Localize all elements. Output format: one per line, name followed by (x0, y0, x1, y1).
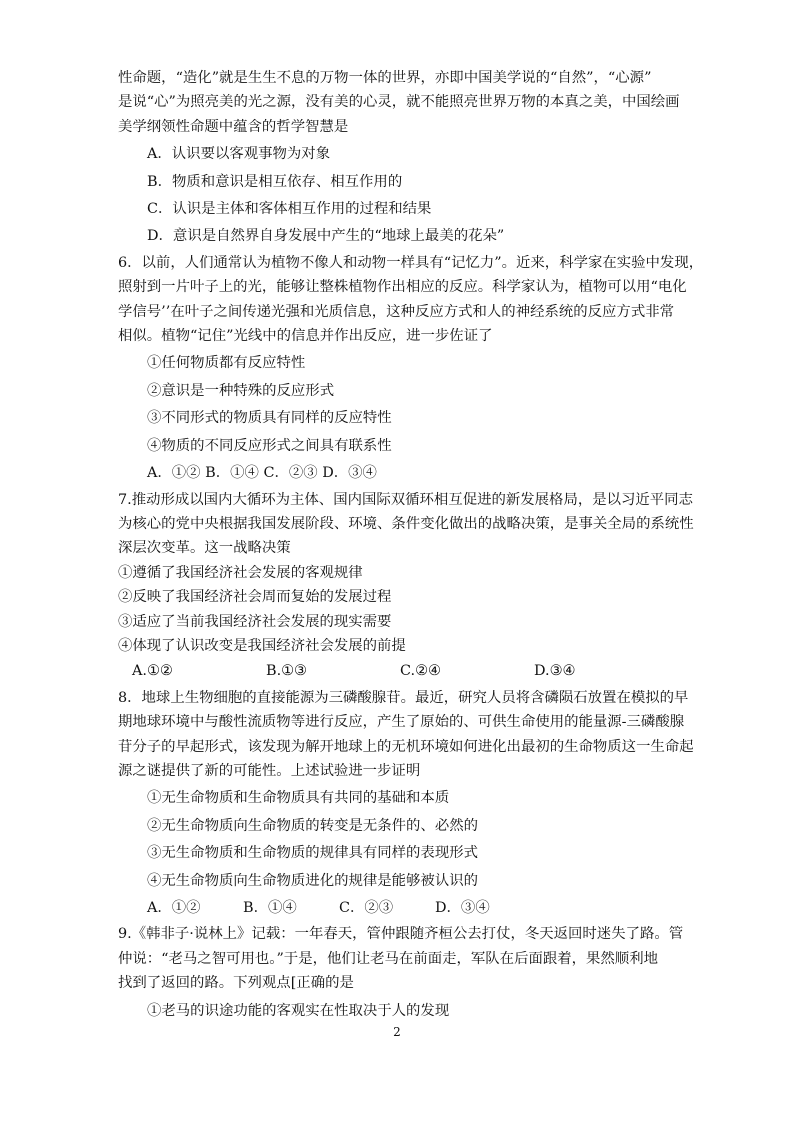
question-stem-line: 性命题，“造化”就是生生不息的万物一体的世界，亦即中国美学说的“自然”，“心源” (118, 70, 652, 86)
option-a: A．认识要以客观事物为对象 (147, 146, 331, 163)
statement-item: ④物质的不同反应形式之间具有联系性 (147, 437, 392, 454)
statement-item: ①无生命物质和生命物质具有共同的基础和本质 (147, 790, 450, 807)
question-stem-line: 6．以前，人们通常认为植物不像人和动物一样具有“记忆力”。近来，科学家在实验中发现， (118, 254, 704, 271)
question-stem-line: 照射到一片叶子上的光，能够让整株植物作出相应的反应。科学家认为，植物可以用“电化 (118, 279, 687, 296)
option-a: A．①② (147, 900, 201, 916)
statement-item: ①老马的识途功能的客观实在性取决于人的发现 (147, 1002, 450, 1019)
answer-options (118, 896, 680, 920)
question-stem-line: 仲说：“老马之智可用也。”于是，他们让老马在前面走，军队在后面跟着，果然顺利地 (118, 950, 658, 967)
statement-item: ①遵循了我国经济社会发展的客观规律 (118, 564, 363, 581)
page-number: 2 (393, 1025, 401, 1039)
question-9 (118, 922, 684, 1023)
statement-item: ②反映了我国经济社会周而复始的发展过程 (118, 589, 392, 606)
option-b: B．物质和意识是相互依存、相互作用的 (147, 173, 403, 190)
statement-item: ③适应了当前我国经济社会发展的现实需要 (118, 613, 392, 630)
question-stem-line: 期地球环境中与酸性流质物等进行反应，产生了原始的、可供生命使用的能量源-三磷酸腺 (118, 714, 685, 731)
option-d: D．意识是自然界自身发展中产生的“地球上最美的花朵” (147, 228, 505, 245)
question-stem-line: 学信号’’在叶子之间传递光强和光质信息，这种反应方式和人的神经系统的反应方式非常 (118, 303, 674, 320)
question-5-continued (118, 66, 680, 249)
question-stem-line: 为核心的党中央根据我国发展阶段、环境、条件变化做出的战略决策，是事关全局的系统性 (118, 515, 694, 532)
question-7 (118, 488, 694, 684)
statement-item: ③无生命物质和生命物质的规律具有同样的表现形式 (147, 845, 478, 862)
statement-item: ①任何物质都有反应特性 (147, 355, 306, 372)
statement-item: ③不同形式的物质具有同样的反应特性 (147, 410, 392, 427)
option-c: C.②④ (400, 663, 441, 680)
question-stem-line: 相似。植物“记住”光线中的信息并作出反应，进一步佐证了 (118, 328, 493, 345)
question-stem-line: 美学纲领性命题中蕴含的哲学智慧是 (118, 118, 349, 135)
option-d: D．③④ (435, 900, 490, 916)
option-b: B．①④ (243, 900, 297, 916)
option-c: C．②③ (339, 900, 394, 916)
statement-item: ②意识是一种特殊的反应形式 (147, 382, 335, 399)
question-8 (118, 686, 694, 921)
question-6 (118, 251, 704, 486)
statement-item: ②无生命物质向生命物质的转变是无条件的、必然的 (147, 817, 478, 834)
statement-item: ④体现了认识改变是我国经济社会发展的前提 (118, 637, 406, 654)
statement-item: ④无生命物质向生命物质进化的规律是能够被认识的 (147, 872, 478, 889)
option-d: D.③④ (534, 663, 576, 680)
question-stem-line: 深层次变革。这一战略决策 (118, 540, 291, 557)
option-a: A.①② (132, 663, 173, 680)
option-c: C．认识是主体和客体相互作用的过程和结果 (147, 201, 432, 218)
question-stem-line: 8．地球上生物细胞的直接能源为三磷酸腺苷。最近，研究人员将含磷陨石放置在模拟的早 (118, 689, 689, 706)
question-stem-line: 苷分子的早起形式，该发现为解开地球上的无机环境如何进化出最初的生命物质这一生命起 (118, 738, 694, 755)
question-stem-line: 找到了返回的路。下列观点[正确的是 (118, 975, 354, 992)
question-stem-line: 7.推动形成以国内大循环为主体、国内国际双循环相互促进的新发展格局，是以习近平同志 (118, 491, 693, 508)
question-stem-line: 源之谜提供了新的可能性。上述试验进一步证明 (118, 762, 421, 779)
answer-options: A．①② B．①④ C．②③ D．③④ (147, 465, 377, 482)
page-content (118, 66, 704, 1023)
question-stem-line: 是说“心”为照亮美的光之源，没有美的心灵，就不能照亮世界万物的本真之美，中国绘画 (118, 94, 680, 111)
option-b: B.①③ (266, 663, 307, 680)
answer-options (118, 659, 680, 683)
question-stem-line: 9.《韩非子·说林上》记载：一年春天，管仲跟随齐桓公去打仗，冬天返回时迷失了路。管 (118, 926, 684, 943)
